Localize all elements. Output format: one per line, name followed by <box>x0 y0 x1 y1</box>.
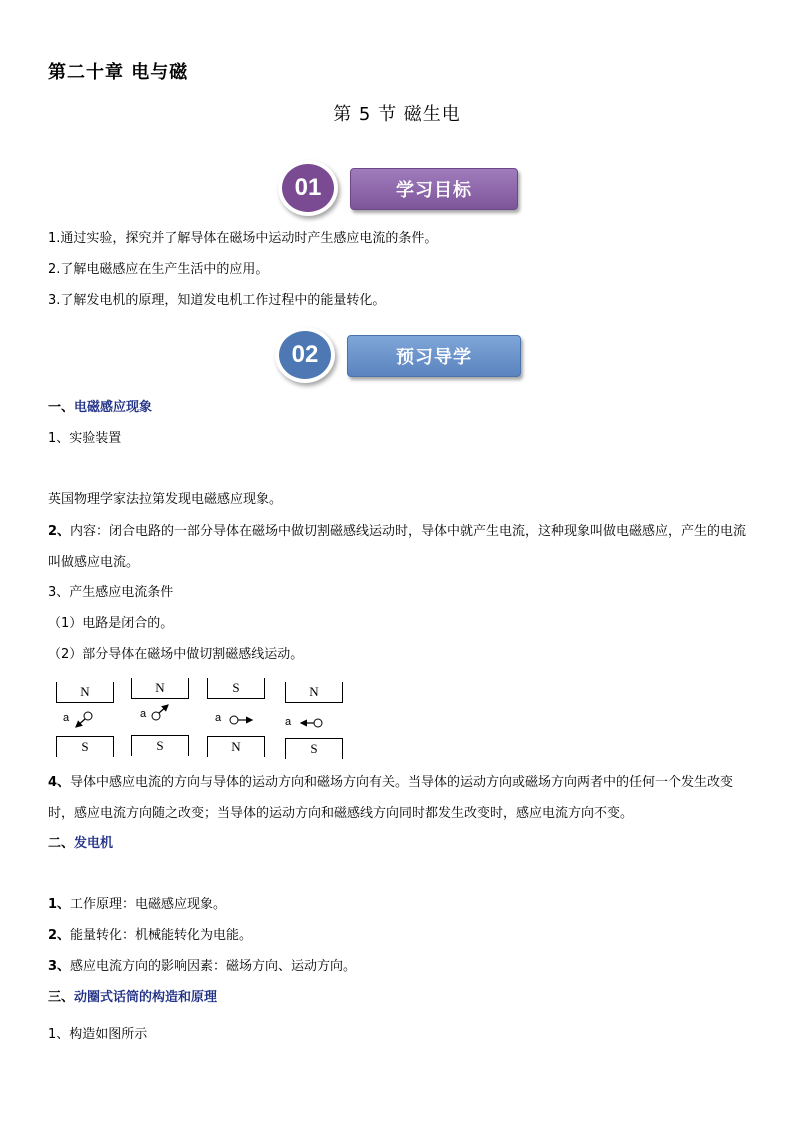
heading-number: 二、 <box>48 836 75 851</box>
part1-item3: 3、产生感应电流条件 <box>48 585 174 600</box>
heading-number: 三、 <box>48 990 75 1005</box>
part1-item2 <box>48 516 748 578</box>
banner-title: 学习目标 <box>350 168 518 210</box>
conductor-2 <box>152 705 168 720</box>
heading-number: 一、 <box>48 400 75 415</box>
part1-item4 <box>48 767 748 829</box>
part2-item3 <box>48 958 356 976</box>
heading-part1 <box>48 399 152 417</box>
conductor-4 <box>301 719 322 727</box>
conductor-1 <box>76 712 92 727</box>
magnet-bottom-1: S <box>56 736 114 757</box>
item-text: 感应电流方向的影响因素：磁场方向、运动方向。 <box>70 959 357 974</box>
banner-number-circle <box>275 327 335 383</box>
item-text: 能量转化：机械能转化为电能。 <box>70 928 253 943</box>
banner-number-circle <box>278 160 338 216</box>
banner-preview-guide <box>275 327 523 383</box>
item-number: 1、 <box>48 897 71 912</box>
condition-1: （1）电路是闭合的。 <box>48 616 174 631</box>
heading-text: 动圈式话筒的构造和原理 <box>74 990 218 1005</box>
part2-item1 <box>48 896 226 914</box>
magnet-bottom-3: N <box>207 736 265 757</box>
objective-2: 2.了解电磁感应在生产生活中的应用。 <box>48 262 269 277</box>
item-number: 4、 <box>48 775 71 790</box>
faraday-text: 英国物理学家法拉第发现电磁感应现象。 <box>48 492 283 507</box>
magnet-top-4: N <box>285 682 343 703</box>
heading-text: 发电机 <box>74 836 114 851</box>
item-number: 2、 <box>48 928 71 943</box>
part1-item1: 1、实验装置 <box>48 431 122 446</box>
item-number: 2、 <box>48 524 71 539</box>
heading-text: 电磁感应现象 <box>74 400 153 415</box>
item-text: 内容：闭合电路的一部分导体在磁场中做切割磁感线运动时，导体中就产生电流，这种现象叫做电磁感应，产生的电流叫做感应电流。 <box>48 524 747 570</box>
section-title-text: 第 5 节 磁生电 <box>333 104 461 125</box>
objective-1: 1.通过实验，探究并了解导体在磁场中运动时产生感应电流的条件。 <box>48 231 438 246</box>
conductor-motion-arrows <box>56 700 356 740</box>
magnet-top-3: S <box>207 678 265 699</box>
conductor-label-2: a <box>140 708 147 720</box>
banner-learning-objectives <box>278 160 518 216</box>
item-text: 工作原理：电磁感应现象。 <box>70 897 227 912</box>
chapter-title: 第二十章 电与磁 <box>48 62 189 83</box>
magnet-bottom-2: S <box>131 735 189 756</box>
conductor-label-3: a <box>215 712 222 724</box>
objective-3: 3.了解发电机的原理，知道发电机工作过程中的能量转化。 <box>48 293 386 308</box>
section-title <box>0 100 794 126</box>
heading-part3 <box>48 989 217 1007</box>
magnet-bottom-4: S <box>285 738 343 759</box>
banner-number: 02 <box>279 331 331 379</box>
banner-number: 01 <box>282 164 334 212</box>
item-text: 导体中感应电流的方向与导体的运动方向和磁场方向有关。当导体的运动方向或磁场方向两者中的任何一个发生改变时，感应电流方向随之改变；当导体的运动方向和磁感线方向同时都发生改变时，感应电流方向不变。 <box>48 775 734 821</box>
conductor-label-1: a <box>63 712 70 724</box>
item-number: 3、 <box>48 959 71 974</box>
part2-item2 <box>48 927 252 945</box>
banner-title: 预习导学 <box>347 335 521 377</box>
magnet-top-2: N <box>131 678 189 699</box>
magnet-top-1: N <box>56 682 114 703</box>
conductor-label-4: a <box>285 716 292 728</box>
heading-part2 <box>48 835 113 853</box>
part3-item1: 1、构造如图所示 <box>48 1027 148 1042</box>
conductor-3 <box>230 716 252 724</box>
condition-2: （2）部分导体在磁场中做切割磁感线运动。 <box>48 647 304 662</box>
